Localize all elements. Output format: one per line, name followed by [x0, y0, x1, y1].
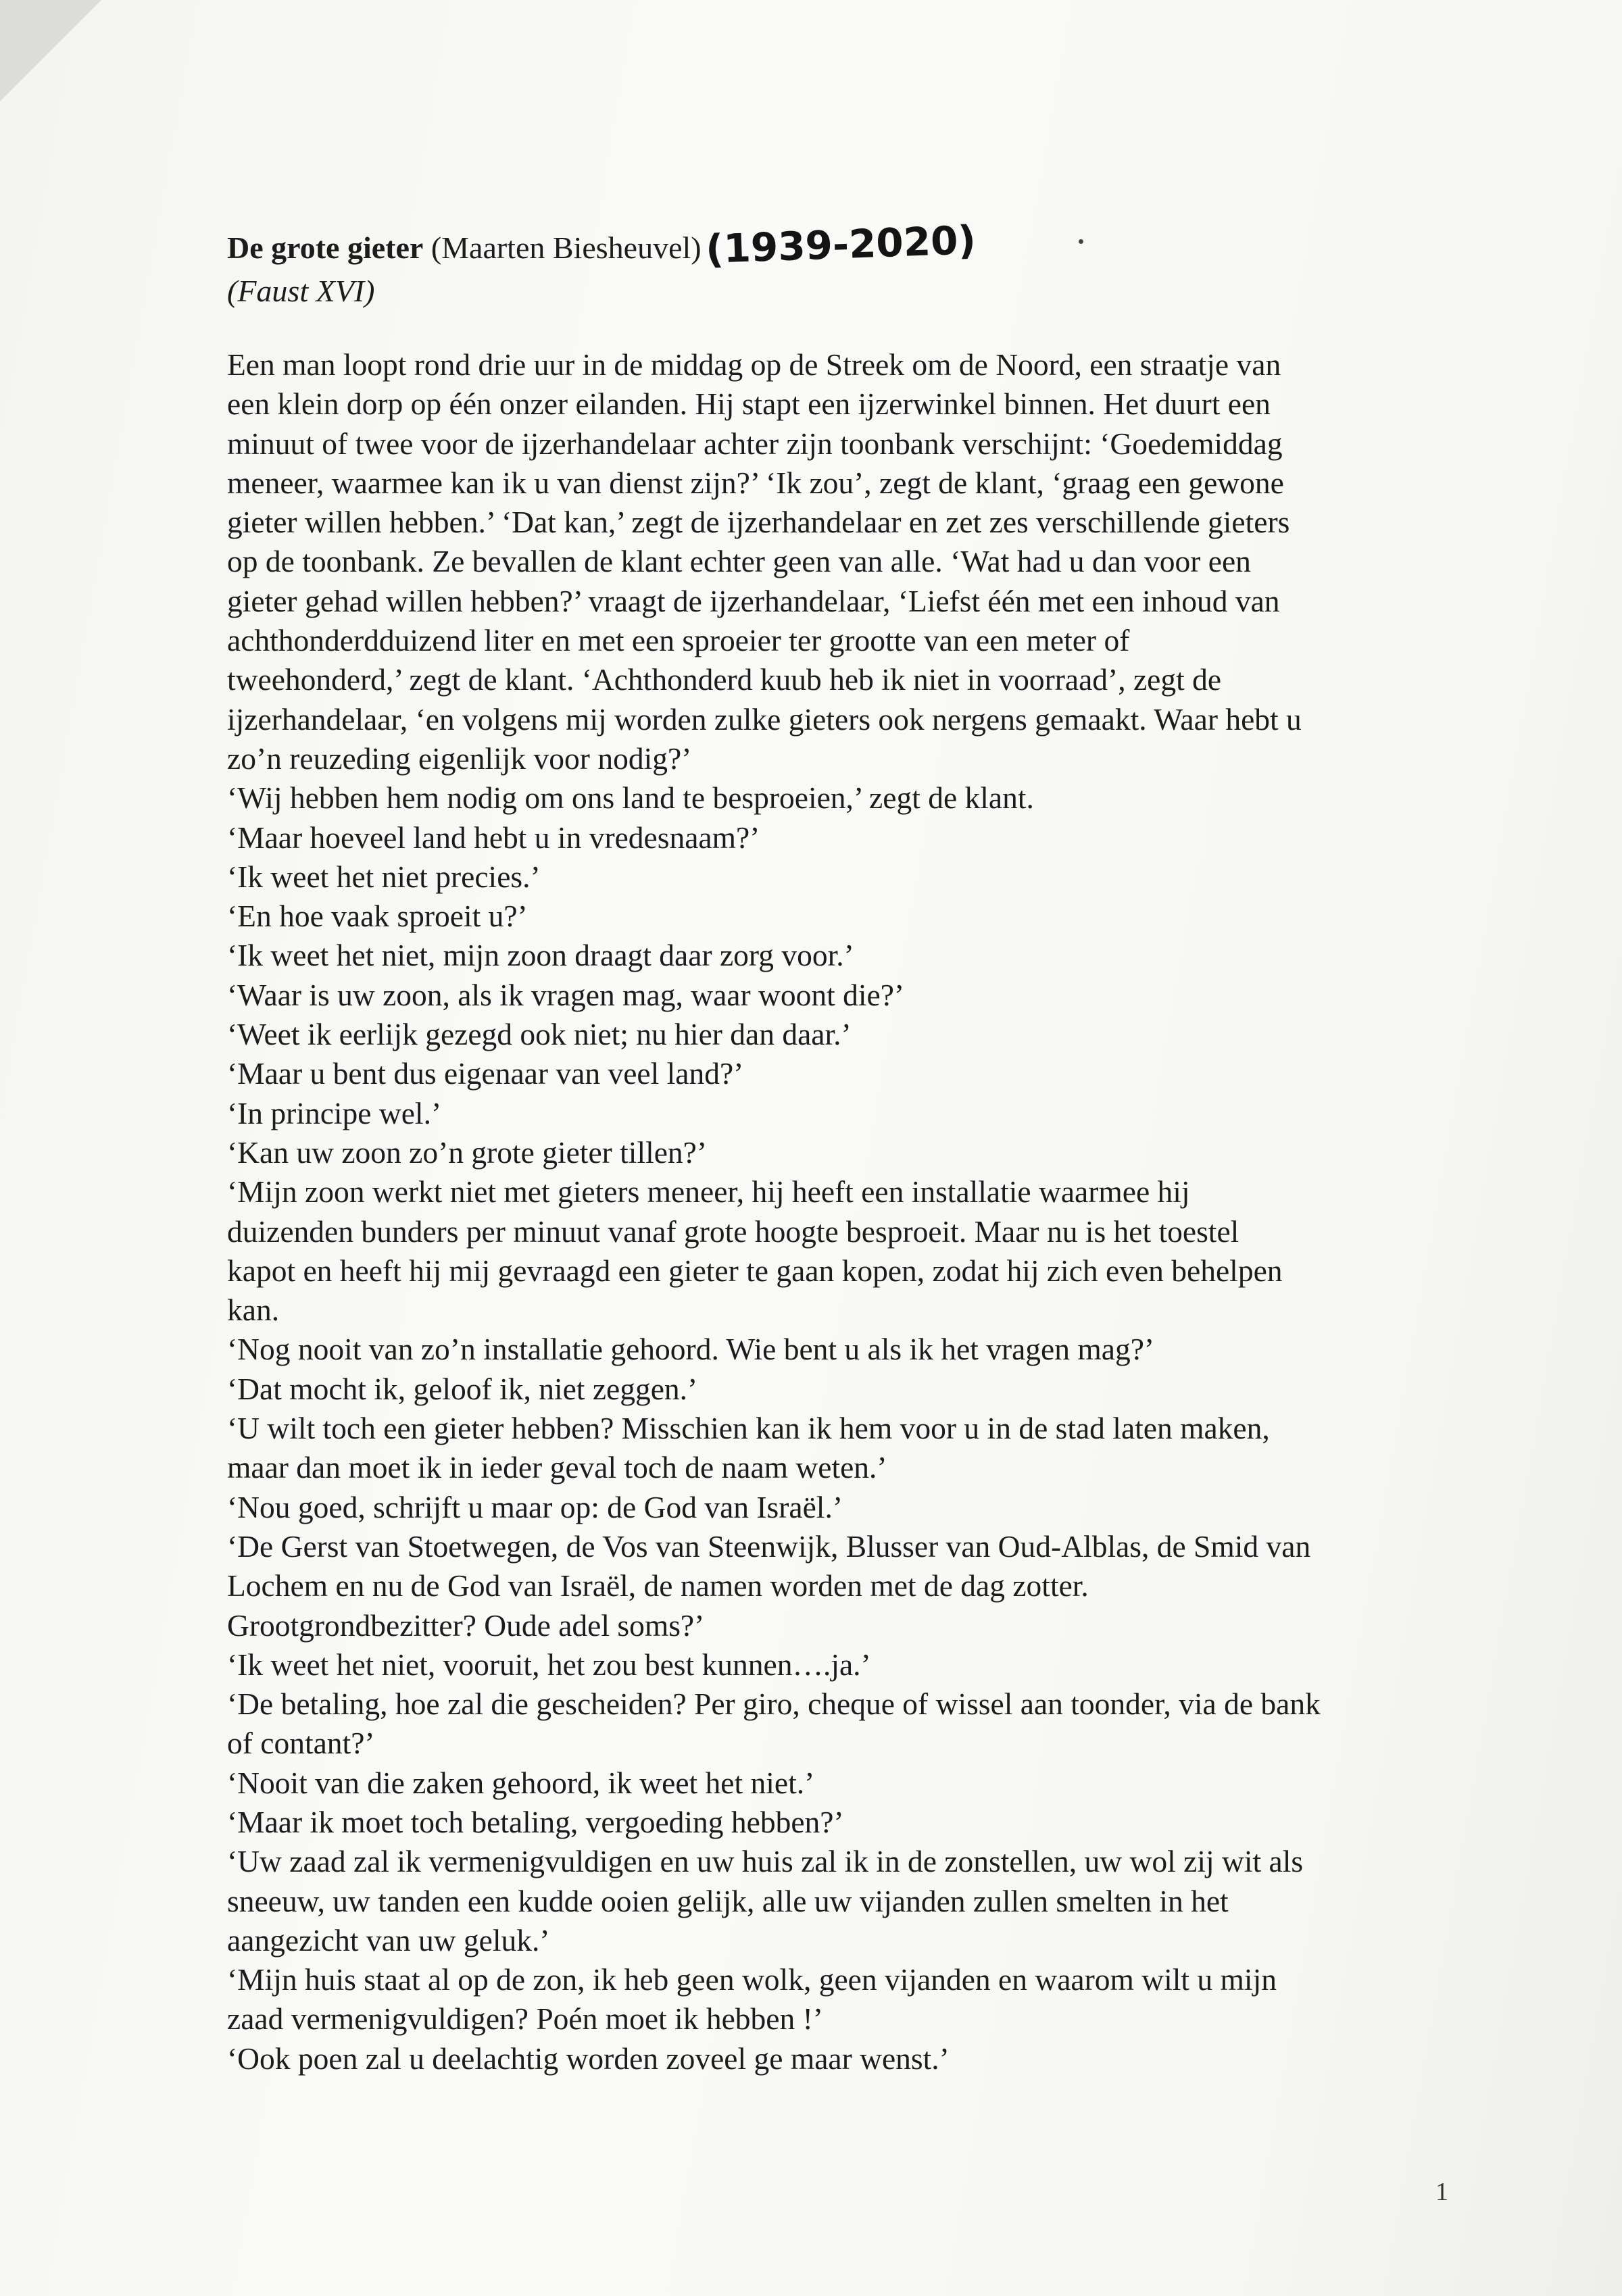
text-line: ‘Maar u bent dus eigenaar van veel land?’	[227, 1056, 744, 1091]
document-heading	[227, 217, 1390, 272]
text-line: gieter willen hebben.’ ‘Dat kan,’ zegt de ijzerhandelaar en zet zes verschillende gieters	[227, 505, 1290, 540]
text-line: achthonderdduizend liter en met een sproeier ter grootte van een meter of	[227, 623, 1130, 658]
text-line: ‘Mijn zoon werkt niet met gieters meneer, hij heeft een installatie waarmee hij	[227, 1174, 1190, 1209]
text-line: ijzerhandelaar, ‘en volgens mij worden zulke gieters ook nergens gemaakt. Waar hebt u	[227, 701, 1302, 737]
text-line: ‘Maar hoeveel land hebt u in vredesnaam?’	[227, 820, 760, 855]
text-line: maar dan moet ik in ieder geval toch de naam weten.’	[227, 1450, 887, 1485]
text-line: ‘In principe wel.’	[227, 1095, 442, 1130]
handwritten-years: (1939-2020)	[704, 217, 977, 272]
source-reference: (Faust XVI)	[227, 274, 375, 308]
text-line: ‘Nou goed, schrijft u maar op: de God van Israël.’	[227, 1489, 843, 1524]
document-body	[227, 217, 1390, 2078]
text-line: sneeuw, uw tanden een kudde ooien gelijk, alle uw vijanden zullen smelten in het	[227, 1883, 1229, 1918]
text-line: ‘De Gerst van Stoetwegen, de Vos van Steenwijk, Blusser van Oud-Alblas, de Smid van	[227, 1528, 1311, 1564]
text-line: ‘Ook poen zal u deelachtig worden zoveel ge maar wenst.’	[227, 2041, 950, 2076]
text-line: een klein dorp op één onzer eilanden. Hij stapt een ijzerwinkel binnen. Het duurt een	[227, 386, 1271, 422]
text-line: op de toonbank. Ze bevallen de klant echter geen van alle. ‘Wat had u dan voor een	[227, 544, 1251, 579]
story-title: De grote gieter	[227, 230, 424, 265]
text-line: ‘U wilt toch een gieter hebben? Misschien kan ik hem voor u in de stad laten maken,	[227, 1411, 1270, 1446]
text-line: zaad vermenigvuldigen? Poén moet ik hebben !’	[227, 2001, 823, 2037]
text-line: ‘Kan uw zoon zo’n grote gieter tillen?’	[227, 1134, 708, 1170]
text-line: Lochem en nu de God van Israël, de namen worden met de dag zotter.	[227, 1568, 1089, 1603]
text-line: ‘Nooit van die zaken gehoord, ik weet het niet.’	[227, 1765, 815, 1800]
text-line: ‘Ik weet het niet, vooruit, het zou best kunnen….ja.’	[227, 1647, 871, 1682]
text-line: ‘Weet ik eerlijk gezegd ook niet; nu hier dan daar.’	[227, 1017, 852, 1052]
text-line: meneer, waarmee kan ik u van dienst zijn?’ ‘Ik zou’, zegt de klant, ‘graag een gewone	[227, 465, 1284, 500]
folded-corner	[0, 0, 101, 101]
text-line: ‘En hoe vaak sproeit u?’	[227, 899, 528, 934]
text-line: ‘Nog nooit van zo’n installatie gehoord. Wie bent u als ik het vragen mag?’	[227, 1332, 1155, 1367]
text-line: ‘Maar ik moet toch betaling, vergoeding hebben?’	[227, 1804, 844, 1839]
text-line: zo’n reuzeding eigenlijk voor nodig?’	[227, 741, 692, 776]
text-line: ‘Ik weet het niet precies.’	[227, 859, 541, 894]
author-name: (Maarten Biesheuvel)	[431, 230, 702, 265]
text-line: aangezicht van uw geluk.’	[227, 1922, 550, 1957]
story-text	[227, 345, 1390, 2078]
page-number: 1	[1435, 2178, 1448, 2206]
text-line: ‘Uw zaad zal ik vermenigvuldigen en uw huis zal ik in de zonstellen, uw wol zij wit als	[227, 1844, 1304, 1879]
text-line: gieter gehad willen hebben?’ vraagt de ijzerhandelaar, ‘Liefst één met een inhoud van	[227, 583, 1280, 618]
text-line: ‘De betaling, hoe zal die gescheiden? Per giro, cheque of wissel aan toonder, via de bank	[227, 1687, 1321, 1722]
text-line: ‘Waar is uw zoon, als ik vragen mag, waar woont die?’	[227, 977, 905, 1012]
text-line: Een man loopt rond drie uur in de middag op de Streek om de Noord, een straatje van	[227, 347, 1281, 382]
text-line: ‘Dat mocht ik, geloof ik, niet zeggen.’	[227, 1371, 698, 1406]
text-line: minuut of twee voor de ijzerhandelaar achter zijn toonbank verschijnt: ‘Goedemiddag	[227, 426, 1283, 461]
text-line: ‘Wij hebben hem nodig om ons land te besproeien,’ zegt de klant.	[227, 780, 1034, 816]
text-line: tweehonderd,’ zegt de klant. ‘Achthonderd kuub heb ik niet in voorraad’, zegt de	[227, 662, 1222, 697]
text-line: ‘Ik weet het niet, mijn zoon draagt daar zorg voor.’	[227, 938, 854, 973]
text-line: kan.	[227, 1293, 280, 1328]
text-line: kapot en heeft hij mij gevraagd een gieter te gaan kopen, zodat hij zich even behelpen	[227, 1253, 1283, 1288]
text-line: Grootgrondbezitter? Oude adel soms?’	[227, 1607, 705, 1643]
text-line: ‘Mijn huis staat al op de zon, ik heb geen wolk, geen vijanden en waarom wilt u mijn	[227, 1962, 1277, 1997]
text-line: duizenden bunders per minuut vanaf grote hoogte besproeit. Maar nu is het toestel	[227, 1214, 1239, 1249]
text-line: of contant?’	[227, 1726, 375, 1761]
